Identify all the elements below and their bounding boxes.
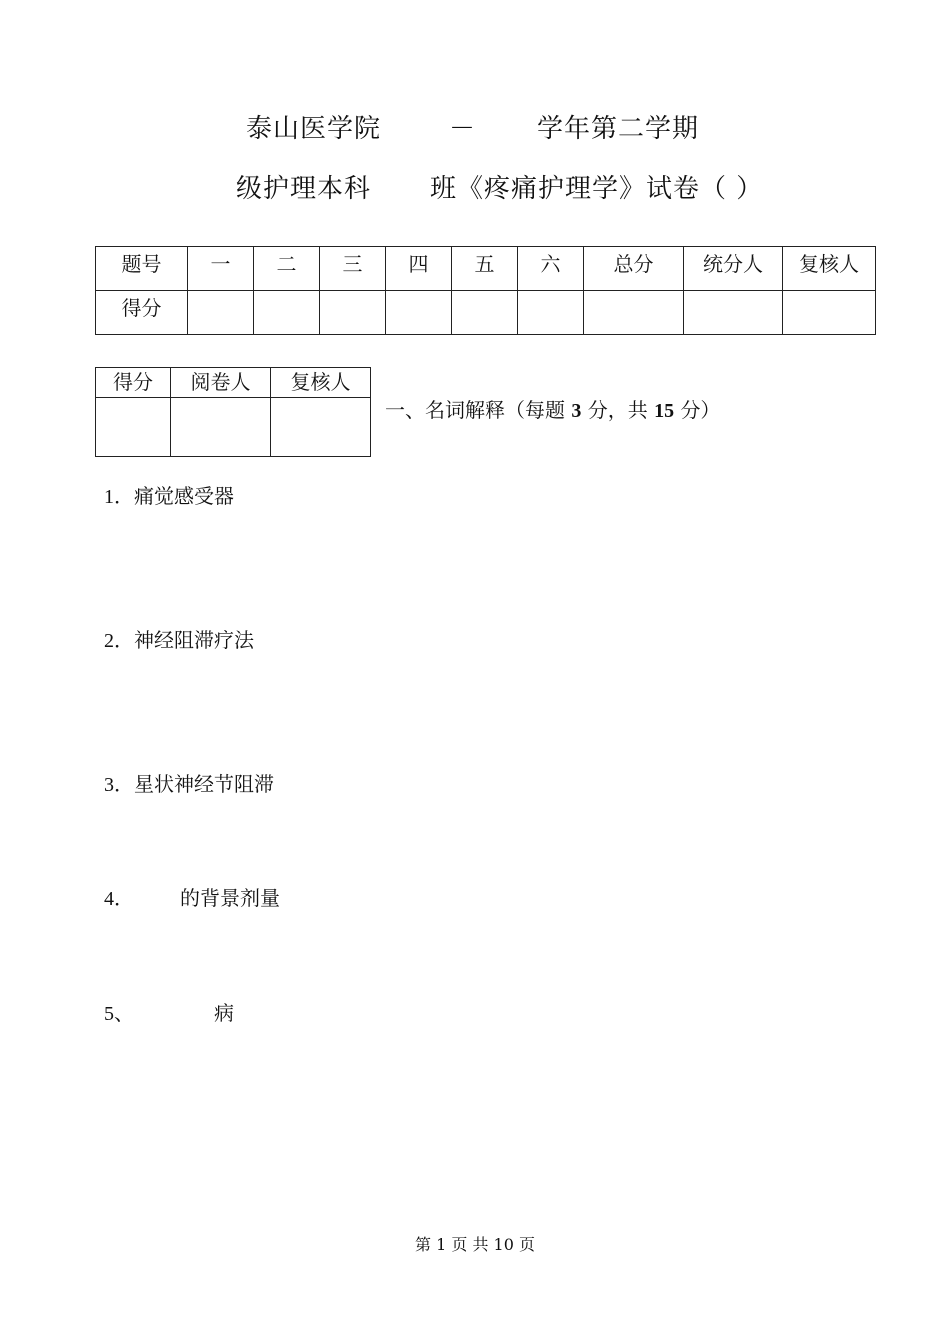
question-5: 5、 病 xyxy=(104,1001,234,1025)
question-4: 4． 的背景剂量 xyxy=(104,886,280,910)
question-text: 痛觉感受器 xyxy=(134,484,234,508)
column-header: 六 xyxy=(518,247,584,291)
column-header-total: 总分 xyxy=(584,247,684,291)
question-number: 4 xyxy=(104,888,114,910)
column-header: 四 xyxy=(386,247,452,291)
grader-marker-cell[interactable] xyxy=(171,398,271,457)
column-header: 二 xyxy=(254,247,320,291)
question-number: 3 xyxy=(104,774,114,796)
exam-course-title: 班《疼痛护理学》试卷（ ） xyxy=(430,174,764,204)
grader-header-score: 得分 xyxy=(96,368,171,398)
points-each: 3 xyxy=(571,400,582,422)
question-text: 星状神经节阻滞 xyxy=(134,772,274,796)
score-cell[interactable] xyxy=(452,291,518,335)
grade-label: 级护理本科 xyxy=(236,174,372,204)
question-2: 2．神经阻滞疗法 xyxy=(104,628,254,652)
grader-table xyxy=(95,367,371,457)
grader-entry-row xyxy=(96,398,371,457)
question-1: 1．痛觉感受器 xyxy=(104,484,234,508)
column-header: 三 xyxy=(320,247,386,291)
page-footer: 第 1 页 共 10 页 xyxy=(415,1235,535,1254)
school-name: 泰山医学院 xyxy=(246,114,382,144)
score-cell-tallier[interactable] xyxy=(684,291,783,335)
grader-header-row xyxy=(96,368,371,398)
score-cell[interactable] xyxy=(320,291,386,335)
column-header-tallier: 统分人 xyxy=(684,247,783,291)
score-cell[interactable] xyxy=(386,291,452,335)
grader-header-reviewer: 复核人 xyxy=(271,368,371,398)
row-header-question-number: 题号 xyxy=(96,247,188,291)
section-heading-definitions: 一、名词解释（每题 3 分，共 15 分） xyxy=(385,398,721,422)
question-text: 神经阻滞疗法 xyxy=(134,628,254,652)
total-points: 15 xyxy=(654,400,675,422)
question-number: 2 xyxy=(104,630,114,652)
term-label: 学年第二学期 xyxy=(537,114,700,144)
question-3: 3．星状神经节阻滞 xyxy=(104,772,274,796)
row-header-score: 得分 xyxy=(96,291,188,335)
question-text: 病 xyxy=(214,1001,234,1025)
column-header: 一 xyxy=(188,247,254,291)
column-header: 五 xyxy=(452,247,518,291)
score-summary-table xyxy=(95,246,876,335)
column-header-reviewer: 复核人 xyxy=(783,247,876,291)
score-cell[interactable] xyxy=(188,291,254,335)
grader-score-cell[interactable] xyxy=(96,398,171,457)
grader-header-marker: 阅卷人 xyxy=(171,368,271,398)
table-row-question-numbers xyxy=(96,247,876,291)
exam-title-line-1 xyxy=(246,108,381,145)
question-number: 5 xyxy=(104,1003,114,1025)
score-cell-reviewer[interactable] xyxy=(783,291,876,335)
table-row-scores xyxy=(96,291,876,335)
score-cell-total[interactable] xyxy=(584,291,684,335)
grader-reviewer-cell[interactable] xyxy=(271,398,371,457)
score-cell[interactable] xyxy=(254,291,320,335)
score-cell[interactable] xyxy=(518,291,584,335)
year-dash: － xyxy=(449,114,477,144)
question-text: 的背景剂量 xyxy=(180,886,280,910)
question-number: 1 xyxy=(104,486,114,508)
